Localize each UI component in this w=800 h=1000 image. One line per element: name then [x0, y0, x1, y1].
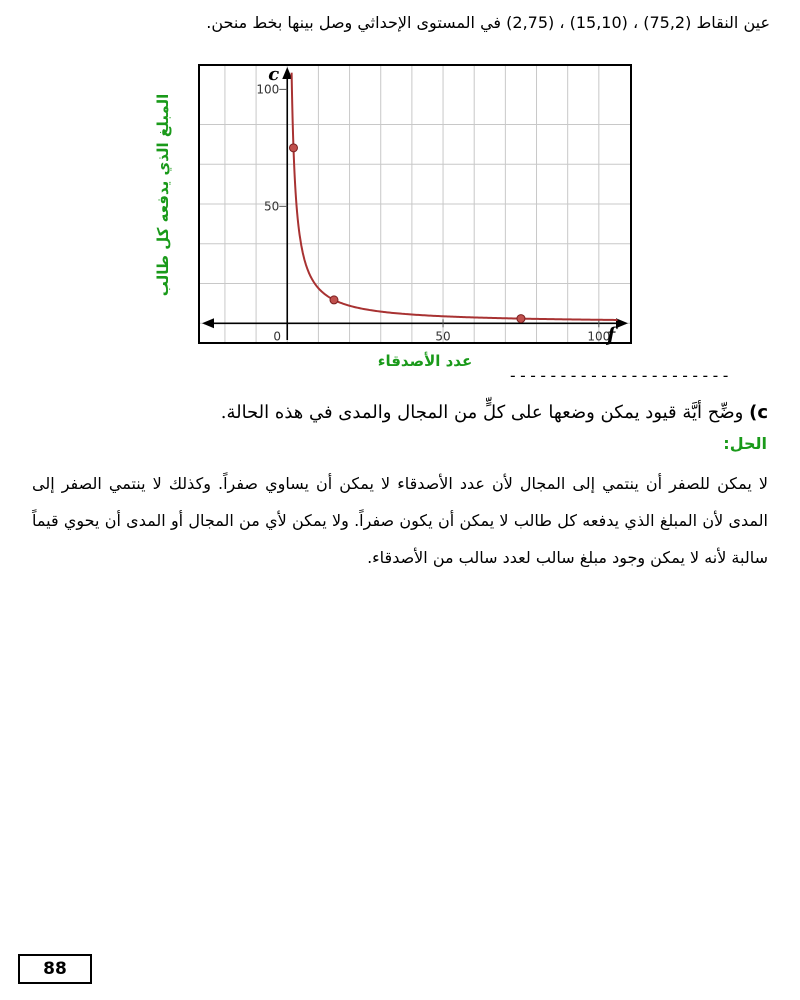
graph: [160, 55, 640, 347]
y-axis-label-text: المبلغ الذي يدفعه كل طالب: [154, 93, 172, 297]
curve-layer: [292, 73, 618, 320]
x-axis-label: عدد الأصدقاء: [377, 352, 473, 370]
question-text: وضِّح أيَّة قيود يمكن وضعها على كلٍّ من المجال والمدى في هذه الحالة.: [220, 402, 744, 423]
tick-labels: [256, 64, 618, 346]
y-tick-label: 50: [263, 199, 280, 214]
answer-paragraph: لا يمكن للصفر أن ينتمي إلى المجال لأن عدد الأصدقاء لا يمكن أن يساوي صفراً. وكذلك لا ينتمي الصفر إلى المدى لأن المبلغ الذي يدفعه كل طالب لا يمكن أن يكون صفراً. ولا يمكن لأي من المجال أو المدى أن يحوي قيماً سالبة لأنه لا يمكن وجود مبلغ سالب لعدد سالب من الأصدقاء.: [32, 474, 768, 567]
x-axis-arrow-right: [616, 318, 628, 328]
intro-instruction: [30, 12, 770, 34]
question-c: [30, 400, 768, 426]
separator-line: ----------------------: [508, 366, 731, 385]
x-tick-label: 100: [587, 329, 611, 344]
data-point: [289, 144, 297, 152]
intro-points: (2,75) ، (15,10) ، (75,2): [506, 13, 692, 32]
points-layer: [289, 144, 524, 323]
curve: [292, 73, 618, 320]
data-point: [517, 315, 525, 323]
x-axis-arrow-left: [202, 318, 214, 328]
x-tick-label: 0: [273, 329, 282, 344]
y-tick-label: 100: [256, 82, 280, 97]
y-axis-letter: c: [268, 64, 280, 85]
question-letter: c): [749, 402, 768, 423]
page-number: 88: [18, 954, 92, 984]
solution-label: الحل:: [723, 434, 767, 453]
x-axis-letter: f: [607, 324, 616, 346]
x-tick-label: 50: [435, 329, 451, 344]
data-point: [330, 296, 338, 304]
intro-after-points: في المستوى الإحداثي وصل بينها بخط منحن.: [206, 13, 502, 32]
intro-before-points: عين النقاط: [696, 13, 770, 32]
